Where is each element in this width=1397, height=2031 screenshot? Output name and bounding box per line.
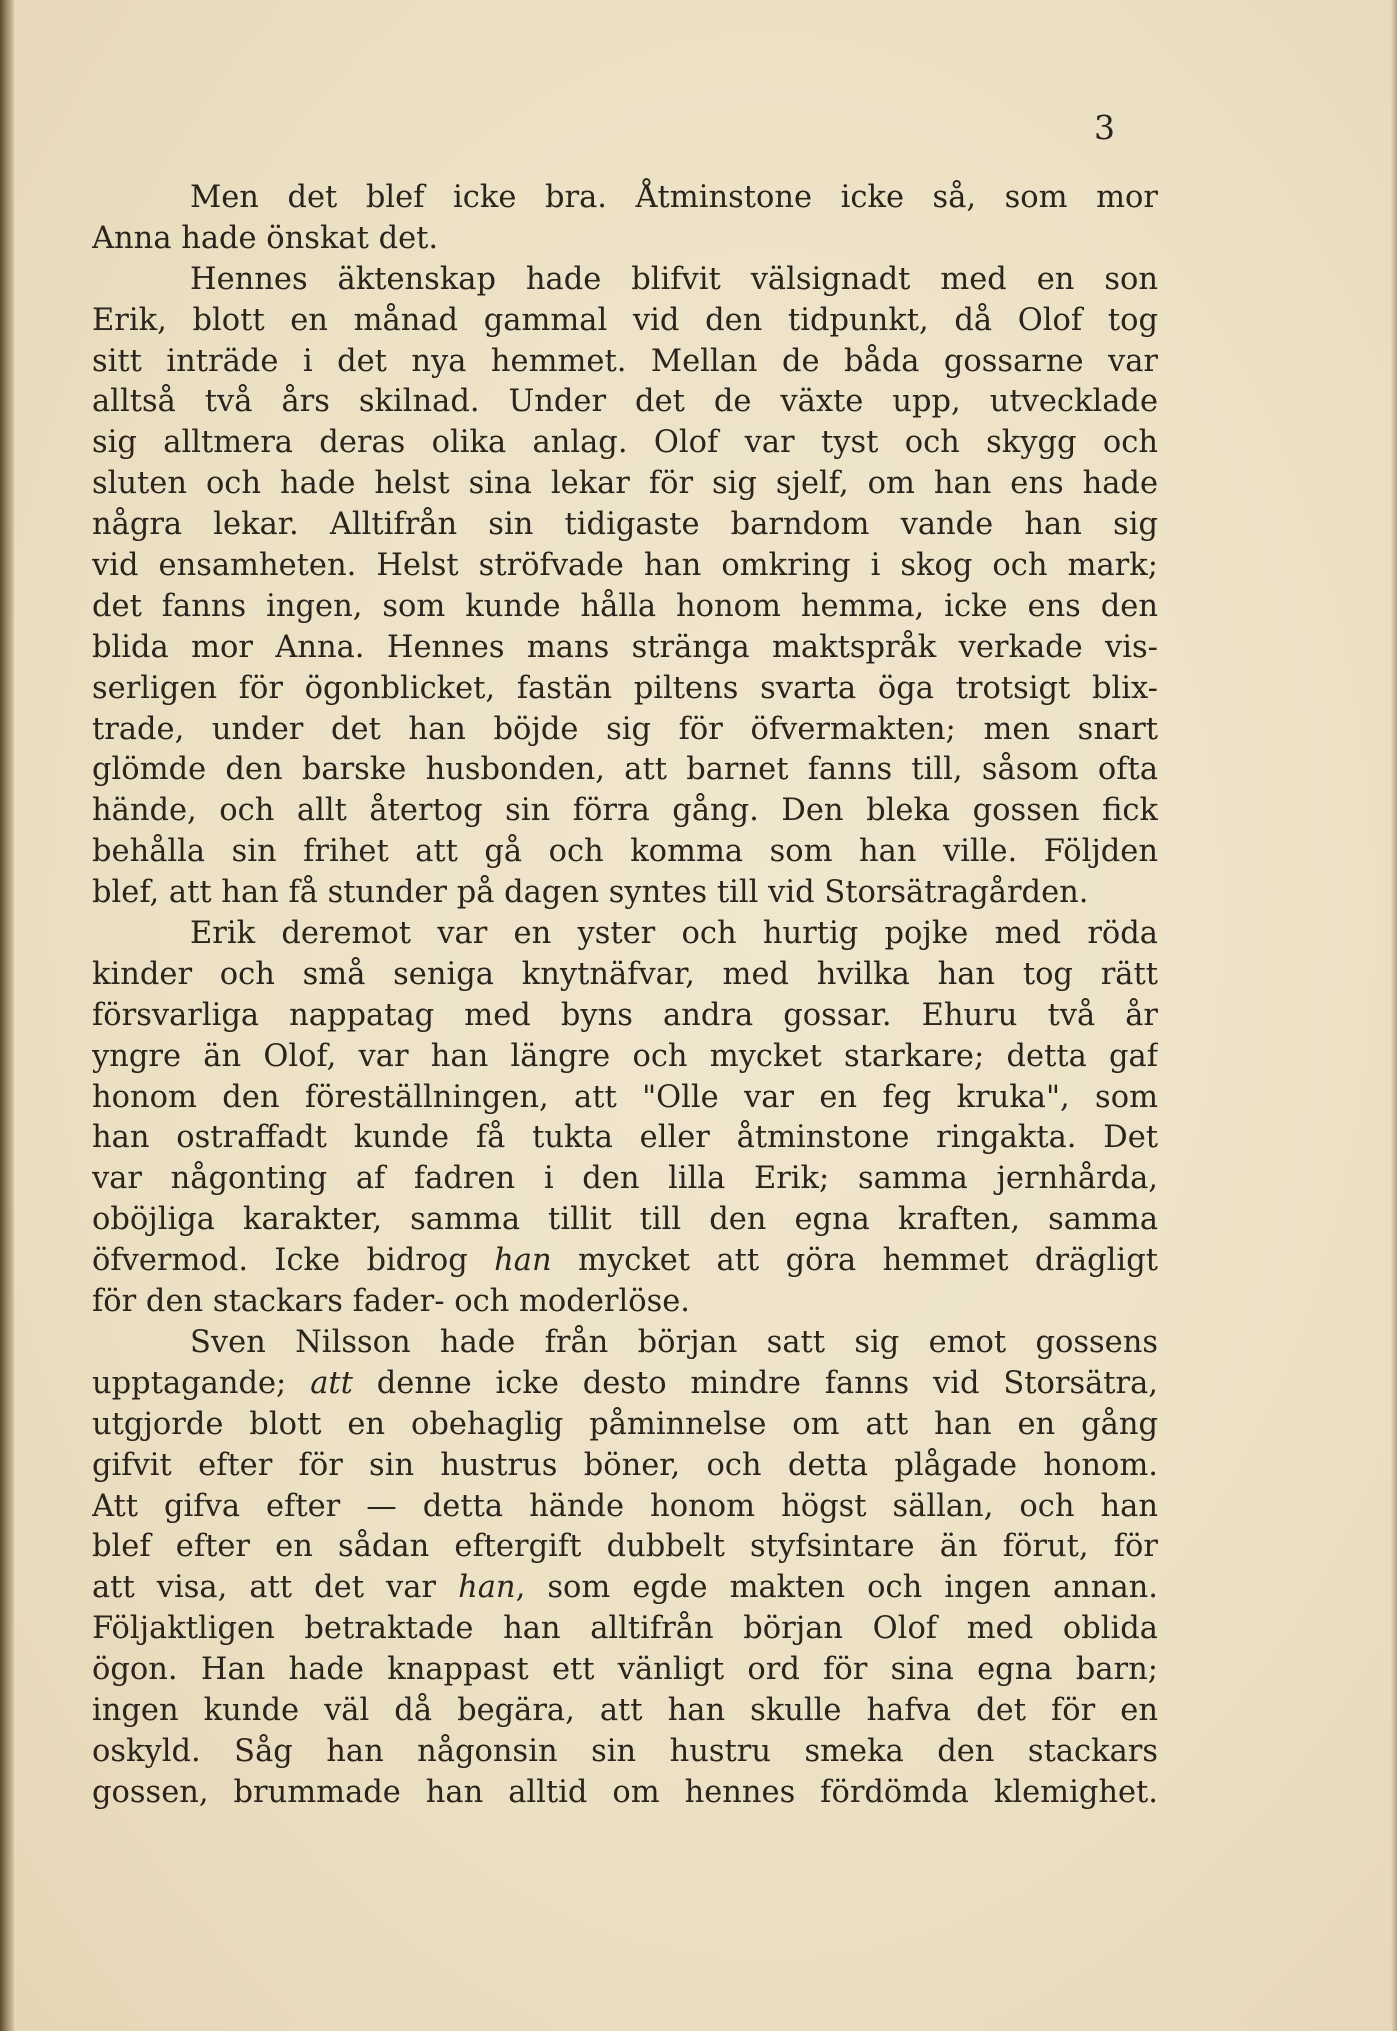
text-line: sig alltmera deras olika anlag. Olof var tyst och skygg och	[92, 425, 1158, 461]
text-segment: mycket att göra hemmet drägligt	[578, 1243, 1158, 1279]
body-text	[92, 178, 1158, 1814]
text-line: blef efter en sådan eftergift dubbelt styfsintare än förut, för	[92, 1529, 1158, 1565]
text-line: Att gifva efter — detta hände honom högst sällan, och han	[92, 1488, 1158, 1524]
text-line	[92, 1241, 1158, 1282]
text-line: serligen för ögonblicket, fastän piltens svarta öga trotsigt blix-	[92, 670, 1158, 706]
text-line: Men det blef icke bra. Åtminstone icke så, som mor	[190, 180, 1158, 215]
text-segment: att visa, att det var	[92, 1570, 437, 1606]
text-line: några lekar. Alltifrån sin tidigaste barndom vande han sig	[92, 507, 1158, 543]
text-line: kinder och små seniga knytnäfvar, med hvilka han tog rätt	[92, 956, 1158, 992]
text-segment: denne icke desto mindre fanns vid Storsätra,	[376, 1365, 1158, 1401]
text-line: sluten och hade helst sina lekar för sig sjelf, om han ens hade	[92, 466, 1158, 502]
text-line: Erik deremot var en yster och hurtig pojke med röda	[190, 916, 1158, 952]
emphasis-text: han	[494, 1243, 552, 1279]
text-line: vid ensamheten. Helst ströfvade han omkring i skog och mark;	[92, 548, 1158, 584]
text-line: blida mor Anna. Hennes mans stränga maktspråk verkade vis-	[92, 629, 1158, 665]
text-segment: , som egde makten och ingen annan.	[515, 1570, 1158, 1606]
text-line: alltså två års skilnad. Under det de växte upp, utvecklade	[92, 384, 1158, 420]
text-line: försvarliga nappatag med byns andra gossar. Ehuru två år	[92, 997, 1158, 1033]
text-line: oskyld. Såg han någonsin sin hustru smeka den stackars	[92, 1733, 1158, 1769]
text-line	[92, 1568, 1158, 1609]
text-line: honom den föreställningen, att "Olle var en feg kruka", som	[92, 1079, 1158, 1115]
text-line: ögon. Han hade knappast ett vänligt ord för sina egna barn;	[92, 1652, 1158, 1688]
text-line: för den stackars fader- och moderlöse.	[92, 1284, 690, 1320]
text-line: trade, under det han böjde sig för öfvermakten; men snart	[92, 711, 1158, 747]
text-line: Följaktligen betraktade han alltifrån början Olof med oblida	[92, 1611, 1158, 1647]
text-line: glömde den barske husbonden, att barnet fanns till, såsom ofta	[92, 752, 1158, 788]
text-line: det fanns ingen, som kunde hålla honom hemma, icke ens den	[92, 588, 1158, 624]
emphasis-text: att	[310, 1365, 353, 1401]
text-line: gifvit efter för sin hustrus böner, och detta plågade honom.	[92, 1447, 1158, 1483]
emphasis-text: han	[458, 1570, 516, 1606]
text-line: blef, att han få stunder på dagen syntes till vid Storsätragården.	[92, 875, 1089, 911]
text-line: var någonting af fadren i den lilla Erik; samma jernhårda,	[92, 1161, 1158, 1197]
text-line: Sven Nilsson hade från början satt sig emot gossens	[190, 1324, 1158, 1360]
text-line: Erik, blott en månad gammal vid den tidpunkt, då Olof tog	[92, 302, 1158, 338]
text-line: utgjorde blott en obehaglig påminnelse om att han en gång	[92, 1406, 1158, 1442]
text-line: behålla sin frihet att gå och komma som han ville. Följden	[92, 834, 1158, 870]
binding-edge	[0, 0, 14, 2031]
page-number: 3	[1094, 108, 1116, 147]
text-line: han ostraffadt kunde få tukta eller åtminstone ringakta. Det	[92, 1120, 1158, 1156]
text-line: oböjliga karakter, samma tillit till den egna kraften, samma	[92, 1202, 1158, 1238]
text-line: sitt inträde i det nya hemmet. Mellan de båda gossarne var	[92, 343, 1158, 379]
text-segment: upptagande;	[92, 1365, 287, 1401]
text-line: ingen kunde väl då begära, att han skulle hafva det för en	[92, 1692, 1158, 1728]
text-line: hände, och allt återtog sin förra gång. Den bleka gossen fick	[92, 793, 1158, 829]
text-line: yngre än Olof, var han längre och mycket starkare; detta gaf	[92, 1038, 1158, 1074]
text-segment: öfvermod. Icke bidrog	[92, 1243, 468, 1279]
page-edge	[1391, 0, 1397, 2031]
text-line: gossen, brummade han alltid om hennes fördömda klemighet.	[92, 1774, 1158, 1810]
text-line: Hennes äktenskap hade blifvit välsignadt med en son	[190, 261, 1158, 297]
text-line: Anna hade önskat det.	[92, 220, 439, 256]
text-line	[92, 1364, 1158, 1405]
